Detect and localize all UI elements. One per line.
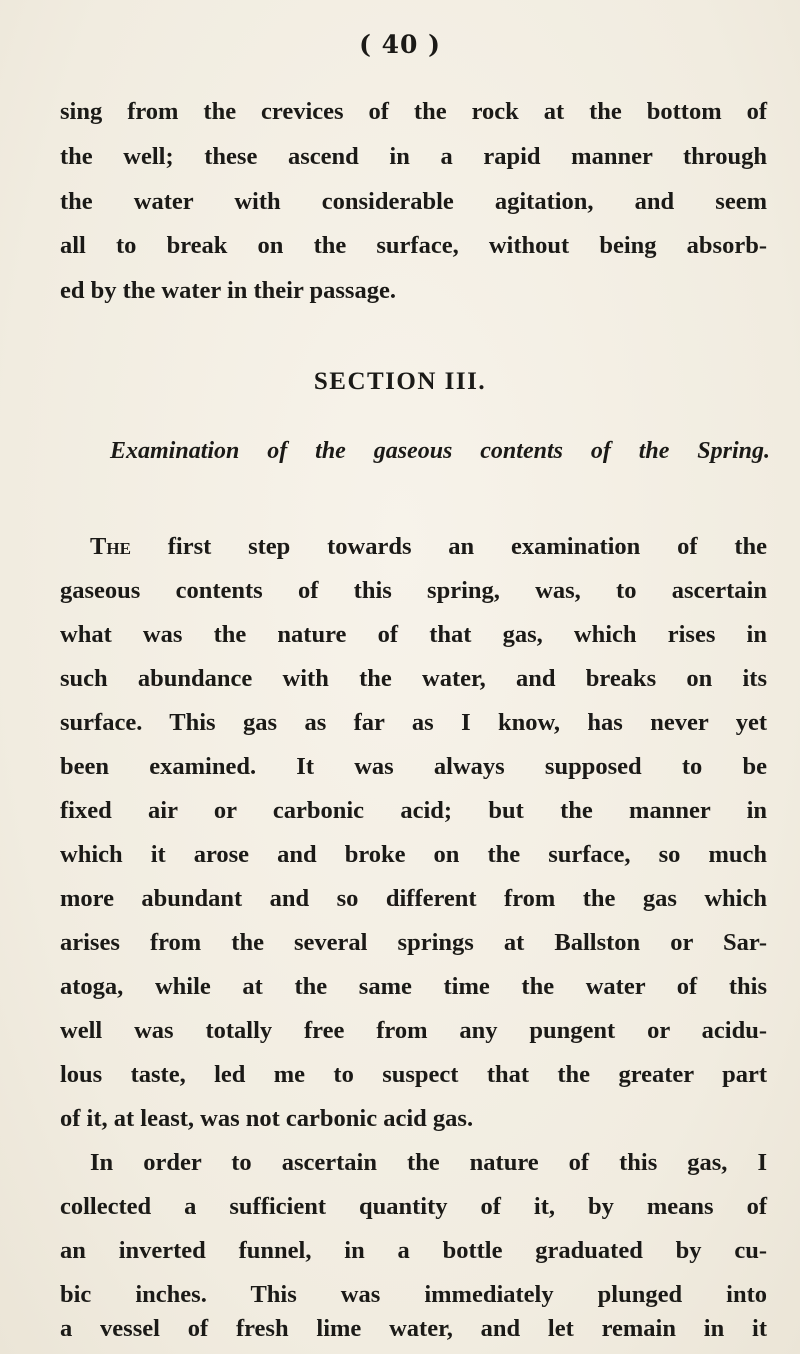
section-heading: SECTION III. [313,368,487,395]
text-line: the water with considerable agitation, and seem [60,188,767,215]
text-line: an inverted funnel, in a bottle graduated by cu- [60,1237,767,1264]
text-line: all to break on the surface, without being absorb- [60,232,767,259]
text-line: collected a sufficient quantity of it, by means of [60,1193,767,1220]
text-line: of it, at least, was not carbonic acid gas. [60,1105,474,1132]
text-line: surface. This gas as far as I know, has never yet [60,709,767,736]
drop-word: The [90,533,131,560]
text-line: more abundant and so different from the gas which [60,885,767,912]
text-line: been examined. It was always supposed to be [60,753,767,780]
text-line: which it arose and broke on the surface, so much [60,841,767,868]
text-line: well was totally free from any pungent or acidu- [60,1017,767,1044]
text-line: atoga, while at the same time the water of this [60,973,767,1000]
text-line: sing from the crevices of the rock at the bottom of [60,98,767,125]
paragraph-first-line [90,535,767,560]
text-line: what was the nature of that gas, which rises in [60,621,767,648]
text-line: ed by the water in their passage. [60,277,396,304]
text-line: bic inches. This was immediately plunged into [60,1281,767,1308]
text-line: lous taste, led me to suspect that the greater part [60,1061,767,1088]
text-line: In order to ascertain the nature of this gas, I [90,1149,767,1176]
text-line: fixed air or carbonic acid; but the manner in [60,797,767,824]
text-line: the well; these ascend in a rapid manner through [60,143,767,170]
text-line: a vessel of fresh lime water, and let remain in it [60,1315,767,1342]
text-line: gaseous contents of this spring, was, to ascertain [60,577,767,604]
first-line-rest: first step towards an examination of the [167,533,767,560]
text-line: arises from the several springs at Ballston or Sar- [60,929,767,956]
section-subtitle: Examination of the gaseous contents of the Spring. [110,438,770,464]
text-line: such abundance with the water, and breaks on its [60,665,767,692]
page-number: ( 40 ) [359,30,441,59]
